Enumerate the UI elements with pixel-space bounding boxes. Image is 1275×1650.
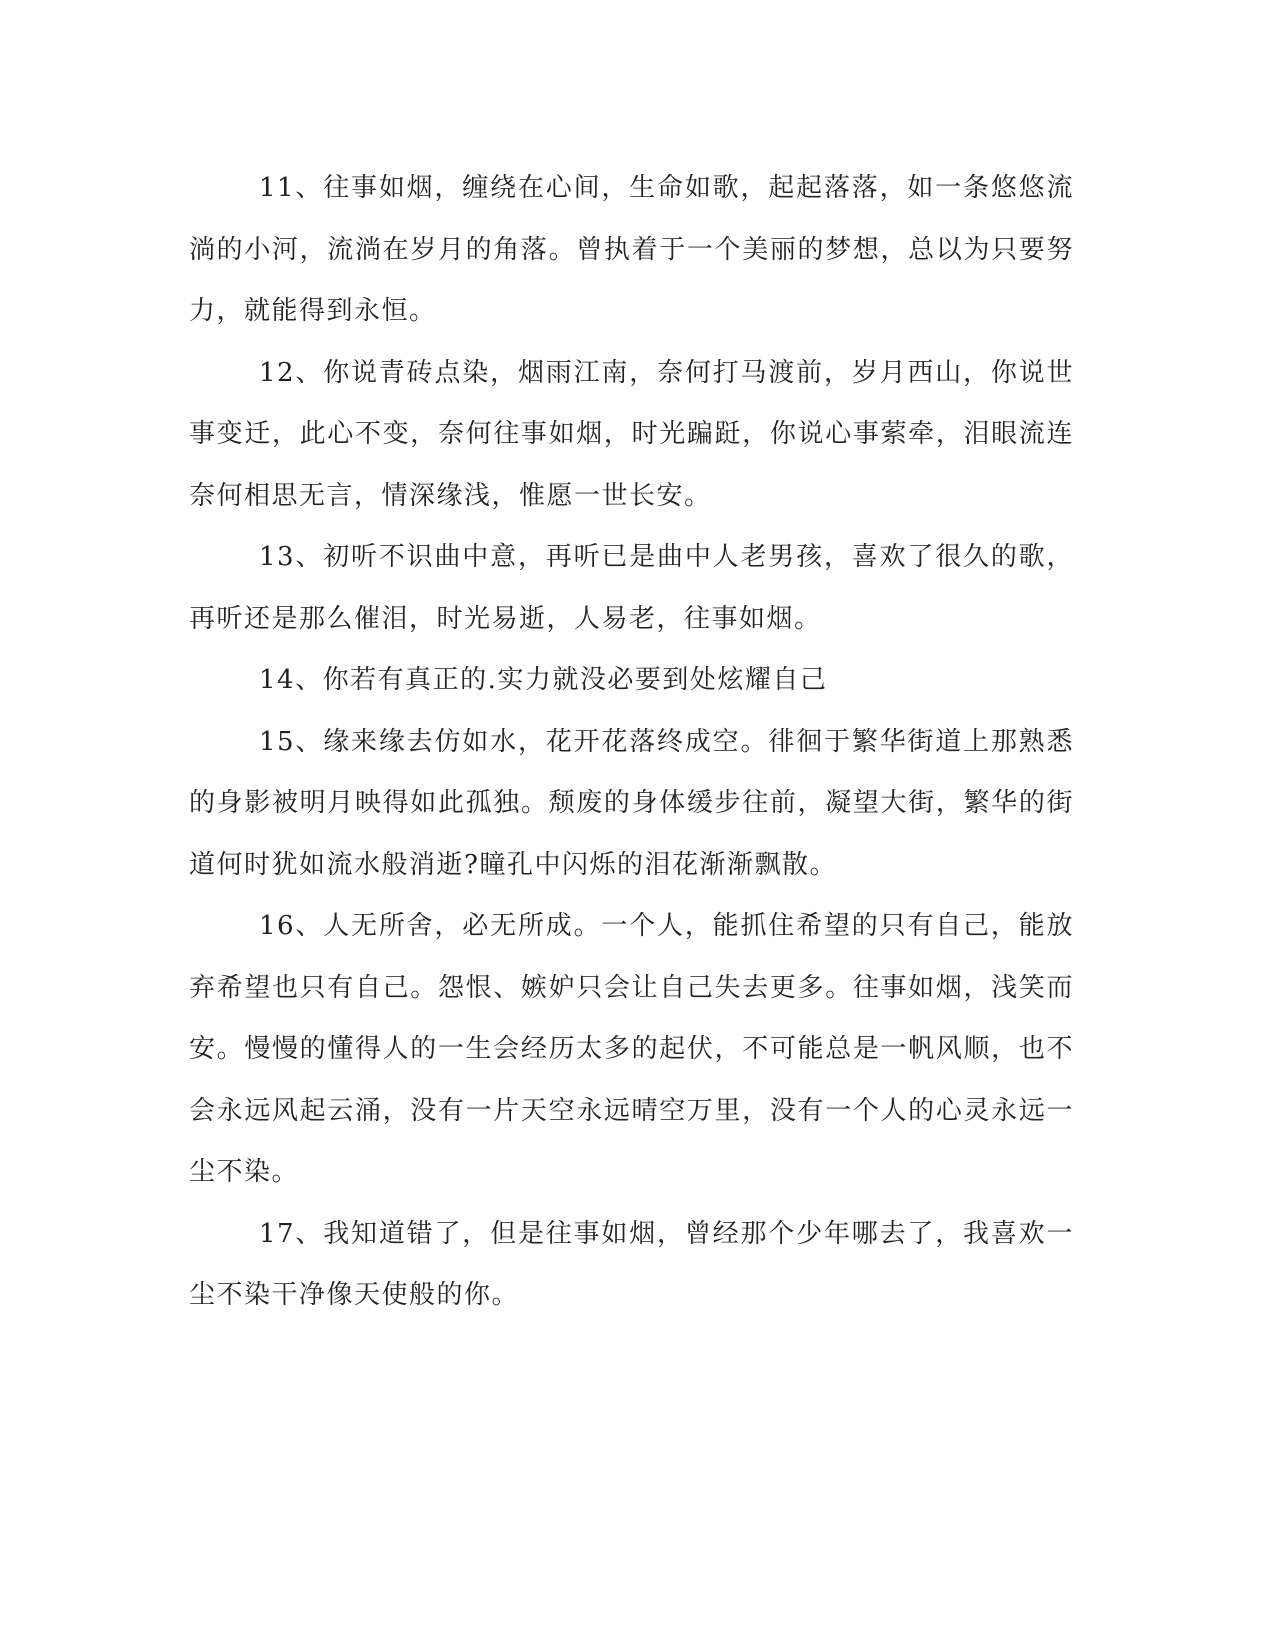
paragraph-17: 17、我知道错了，但是往事如烟，曾经那个少年哪去了，我喜欢一尘不染干净像天使般的你。: [189, 1218, 1074, 1310]
paragraph-14: 14、你若有真正的.实力就没必要到处炫耀自己: [259, 665, 828, 695]
paragraph-12: 12、你说青砖点染，烟雨江南，奈何打马渡前，岁月西山，你说世事变迁，此心不变，奈何往事如烟，时光蹁跹，你说心事萦牵，泪眼流连奈何相思无言，情深缘浅，惟愿一世长安。: [189, 357, 1074, 511]
paragraph-13: 13、初听不识曲中意，再听已是曲中人老男孩，喜欢了很久的歌，再听还是那么催泪，时光易逝，人易老，往事如烟。: [189, 542, 1074, 634]
paragraph-16: 16、人无所舍，必无所成。一个人，能抓住希望的只有自己，能放弃希望也只有自己。怨恨、嫉妒只会让自己失去更多。往事如烟，浅笑而安。慢慢的懂得人的一生会经历太多的起伏，不可能总是一帆风顺，也不会永远风起云涌，没有一片天空永远晴空万里，没有一个人的心灵永远一尘不染。: [189, 911, 1074, 1187]
paragraph-15: 15、缘来缘去仿如水，花开花落终成空。徘徊于繁华街道上那熟悉的身影被明月映得如此孤独。颓废的身体缓步往前，凝望大街，繁华的街道何时犹如流水般消逝?瞳孔中闪烁的泪花渐渐飘散。: [189, 726, 1074, 880]
document-body: [189, 158, 1074, 1327]
paragraph-11: 11、往事如烟，缠绕在心间，生命如歌，起起落落，如一条悠悠流淌的小河，流淌在岁月的角落。曾执着于一个美丽的梦想，总以为只要努力，就能得到永恒。: [189, 173, 1074, 326]
